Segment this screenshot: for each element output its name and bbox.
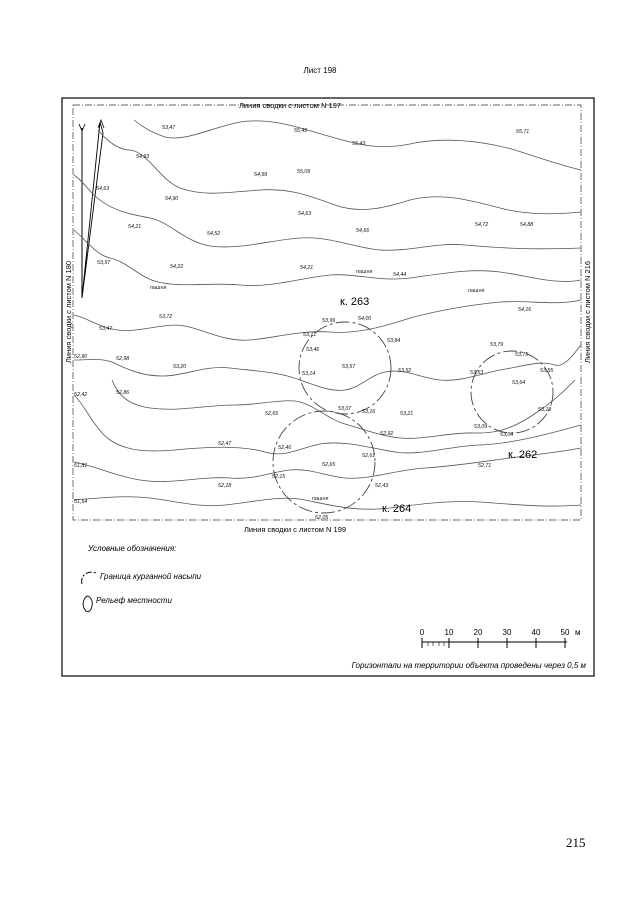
elevation-label: 53,53	[470, 370, 484, 376]
north-arrow-icon	[79, 120, 104, 298]
elevation-label: 52,05	[315, 515, 329, 521]
elevation-label: 53,52	[398, 368, 412, 374]
elevation-label: 54,00	[358, 316, 372, 322]
elevation-label: 55,09	[297, 169, 311, 175]
elevation-label: 53,47	[162, 125, 176, 131]
field-label: пашня	[356, 269, 373, 275]
field-label: пашня	[150, 285, 167, 291]
scale-tick-label: 40	[531, 628, 541, 637]
kurgan-label: к. 263	[340, 296, 370, 308]
elevation-label: 54,22	[170, 264, 184, 270]
scale-tick-label: 20	[473, 628, 483, 637]
legend-title: Условные обозначения:	[88, 544, 177, 553]
field-label: пашня	[312, 496, 329, 502]
elevation-label: 54,44	[393, 272, 407, 278]
elevation-label: 53,16	[362, 409, 376, 415]
elevation-label: 52,90	[74, 354, 88, 360]
elevation-label: 53,21	[400, 411, 414, 417]
elevation-label: 53,09	[474, 424, 488, 430]
scale-tick-label: 0	[419, 628, 425, 637]
elevation-label: 53,46	[306, 347, 320, 353]
sheet-frame	[62, 98, 594, 676]
elevation-label: 52,18	[218, 483, 232, 489]
contour-line	[74, 395, 581, 454]
edge-label-right: Линия сводки с листом N 216	[583, 260, 592, 364]
elevation-label: 53,07	[338, 406, 352, 412]
elevation-label: 54,52	[207, 231, 221, 237]
elevation-label: 53,20	[173, 364, 187, 370]
mound-boundary-icon	[82, 572, 96, 584]
sheet-title: Лист 198	[303, 66, 337, 75]
elevation-label: 53,71	[303, 332, 317, 338]
elevation-label: 54,16	[518, 307, 532, 313]
elevation-label: 53,84	[387, 338, 401, 344]
elevation-label: 52,98	[116, 356, 130, 362]
elevation-label: 53,99	[322, 318, 336, 324]
elevation-label: 53,57	[342, 364, 356, 370]
elevation-label: 54,21	[300, 265, 314, 271]
elevation-label: 52,61	[362, 453, 376, 459]
terrain-relief-icon	[83, 596, 92, 612]
elevation-label: 54,93	[136, 154, 150, 160]
kurgan-label: к. 264	[382, 503, 412, 515]
elevation-label: 52,65	[322, 462, 336, 468]
elevation-label: 54,88	[520, 222, 534, 228]
elevation-label: 52,46	[278, 445, 292, 451]
map-boundary	[73, 105, 581, 520]
elevation-label: 52,47	[218, 441, 232, 447]
elevation-label: 52,42	[74, 392, 88, 398]
contour-lines	[74, 120, 581, 509]
elevation-label: 54,63	[96, 186, 110, 192]
elevation-label: 52,65	[265, 411, 279, 417]
edge-label-top: Линия сводки с листом N 197	[238, 101, 342, 110]
contour-line	[74, 230, 581, 286]
scale-tick-label: 30	[502, 628, 512, 637]
elevation-label: 53,79	[490, 342, 504, 348]
scale-bar	[420, 628, 581, 648]
edge-label-left: Линия сводки с листом N 180	[64, 260, 73, 364]
edge-label-bottom: Линия сводки с листом N 199	[243, 525, 347, 534]
scale-tick-label: 50	[560, 628, 570, 637]
contour-interval-note: Горизонтали на территории объекта проведены через 0,5 м	[351, 661, 586, 670]
elevation-label: 53,55	[540, 368, 554, 374]
legend-item-label: Рельеф местности	[96, 596, 172, 605]
elevation-label: 53,97	[97, 260, 111, 266]
elevation-label: 53,19	[538, 407, 552, 413]
elevation-label: 54,21	[128, 224, 142, 230]
elevation-label: 51,54	[74, 499, 88, 505]
elevation-label: 55,43	[352, 141, 366, 147]
elevation-label: 54,66	[356, 228, 370, 234]
field-label: пашня	[468, 288, 485, 294]
legend	[82, 544, 202, 612]
scale-unit: м	[575, 628, 581, 637]
elevation-label: 54,72	[475, 222, 489, 228]
kurgan-262-boundary	[471, 351, 553, 433]
elevation-label: 55,45	[294, 128, 308, 134]
elevation-label: 52,86	[116, 390, 130, 396]
elevation-label: 53,72	[159, 314, 173, 320]
elevation-label: 54,99	[254, 172, 268, 178]
elevation-label: 52,92	[380, 431, 394, 437]
elevation-label: 51,81	[74, 463, 88, 469]
elevation-label: 54,90	[165, 196, 179, 202]
elevation-label: 52,43	[375, 483, 389, 489]
contour-line	[74, 175, 581, 250]
elevation-label: 53,75	[515, 352, 529, 358]
elevation-label: 53,64	[512, 380, 526, 386]
elevation-label: 53,47	[99, 326, 113, 332]
elevation-label: 52,15	[272, 474, 286, 480]
elevation-label: 53,04	[500, 432, 514, 438]
elevation-label: 55,71	[516, 129, 530, 135]
legend-item-label: Граница курганной насыпи	[100, 572, 202, 581]
page-number: 215	[566, 835, 586, 850]
elevation-label: 52,71	[478, 463, 492, 469]
scale-tick-label: 10	[444, 628, 454, 637]
elevation-label: 53,14	[302, 371, 316, 377]
kurgan-label: к. 262	[508, 449, 538, 461]
elevation-label: 54,63	[298, 211, 312, 217]
